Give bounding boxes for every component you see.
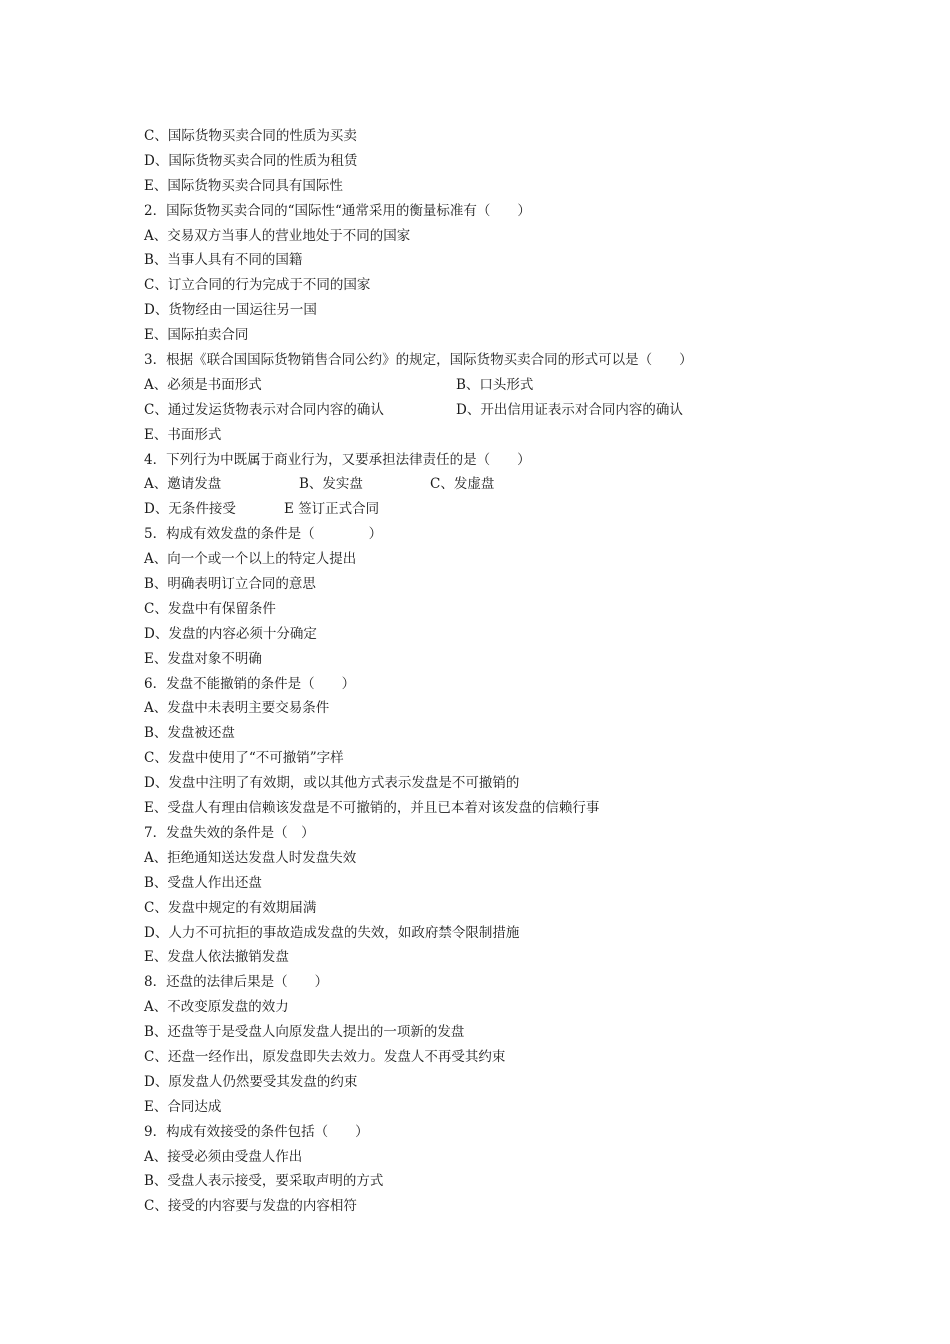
- text-line: A、不改变原发盘的效力: [144, 999, 289, 1016]
- text-line: D、人力不可抗拒的事故造成发盘的失效，如政府禁令限制措施: [144, 924, 520, 941]
- text-line: [144, 373, 844, 398]
- text-line: 3．根据《联合国国际货物销售合同公约》的规定，国际货物买卖合同的形式可以是（ ）: [144, 352, 693, 369]
- text-line: E、书面形式: [144, 426, 222, 443]
- text-line: C、发盘中使用了“不可撤销”字样: [144, 750, 344, 767]
- text-line: D、货物经由一国运往另一国: [144, 302, 317, 319]
- text-line: C、接受的内容要与发盘的内容相符: [144, 1198, 357, 1215]
- text-line: C、发盘中规定的有效期届满: [144, 899, 317, 916]
- text-line: D、发盘的内容必须十分确定: [144, 625, 317, 642]
- text-line: C、发盘中有保留条件: [144, 600, 276, 617]
- text-line: D、原发盘人仍然要受其发盘的约束: [144, 1073, 358, 1090]
- text-line: 8．还盘的法律后果是（ ）: [144, 974, 329, 991]
- text-line: E、发盘对象不明确: [144, 650, 262, 667]
- text-line: A、交易双方当事人的营业地处于不同的国家: [144, 227, 411, 244]
- option-text: C、发虚盘: [430, 476, 495, 493]
- option-text: B、口头形式: [456, 376, 534, 393]
- option-text: B、发实盘: [299, 476, 363, 493]
- text-line: B、还盘等于是受盘人向原发盘人提出的一项新的发盘: [144, 1024, 465, 1041]
- text-line: A、接受必须由受盘人作出: [144, 1148, 303, 1165]
- text-line: E、发盘人依法撤销发盘: [144, 949, 289, 966]
- text-line: A、向一个或一个以上的特定人提出: [144, 551, 357, 568]
- text-line: B、受盘人作出还盘: [144, 874, 262, 891]
- text-line: B、发盘被还盘: [144, 725, 235, 742]
- text-line: [144, 497, 844, 522]
- text-line: D、国际货物买卖合同的性质为租赁: [144, 152, 358, 169]
- text-line: 7．发盘失效的条件是（ ）: [144, 824, 315, 841]
- text-line: 5．构成有效发盘的条件是（ ）: [144, 526, 383, 543]
- text-line: A、发盘中未表明主要交易条件: [144, 700, 330, 717]
- text-line: A、拒绝通知送达发盘人时发盘失效: [144, 849, 357, 866]
- option-text: D、开出信用证表示对合同内容的确认: [456, 401, 683, 418]
- text-line: E、受盘人有理由信赖该发盘是不可撤销的，并且已本着对该发盘的信赖行事: [144, 800, 600, 817]
- option-text: C、通过发运货物表示对合同内容的确认: [144, 401, 384, 418]
- text-line: 6．发盘不能撤销的条件是（ ）: [144, 675, 356, 692]
- text-line: E、国际货物买卖合同具有国际性: [144, 177, 343, 194]
- text-line: E、合同达成: [144, 1098, 222, 1115]
- text-line: E、国际拍卖合同: [144, 327, 249, 344]
- text-line: 9．构成有效接受的条件包括（ ）: [144, 1123, 369, 1140]
- text-line: [144, 398, 844, 423]
- text-line: B、受盘人表示接受，要采取声明的方式: [144, 1173, 384, 1190]
- text-line: C、国际货物买卖合同的性质为买卖: [144, 128, 357, 144]
- text-line: B、明确表明订立合同的意思: [144, 576, 316, 593]
- text-line: [144, 472, 844, 497]
- option-text: E 签订正式合同: [284, 501, 380, 518]
- question-list: [144, 124, 844, 1219]
- text-line: C、还盘一经作出，原发盘即失去效力。发盘人不再受其约束: [144, 1048, 506, 1065]
- text-line: D、发盘中注明了有效期，或以其他方式表示发盘是不可撤销的: [144, 775, 520, 792]
- text-line: 4．下列行为中既属于商业行为，又要承担法律责任的是（ ）: [144, 451, 531, 468]
- option-text: A、必须是书面形式: [144, 376, 262, 393]
- option-text: D、无条件接受: [144, 501, 236, 518]
- text-line: 2．国际货物买卖合同的“国际性“通常采用的衡量标准有（ ）: [144, 202, 531, 219]
- text-line: C、订立合同的行为完成于不同的国家: [144, 277, 371, 294]
- text-line: B、当事人具有不同的国籍: [144, 252, 303, 269]
- option-text: A、邀请发盘: [144, 476, 222, 493]
